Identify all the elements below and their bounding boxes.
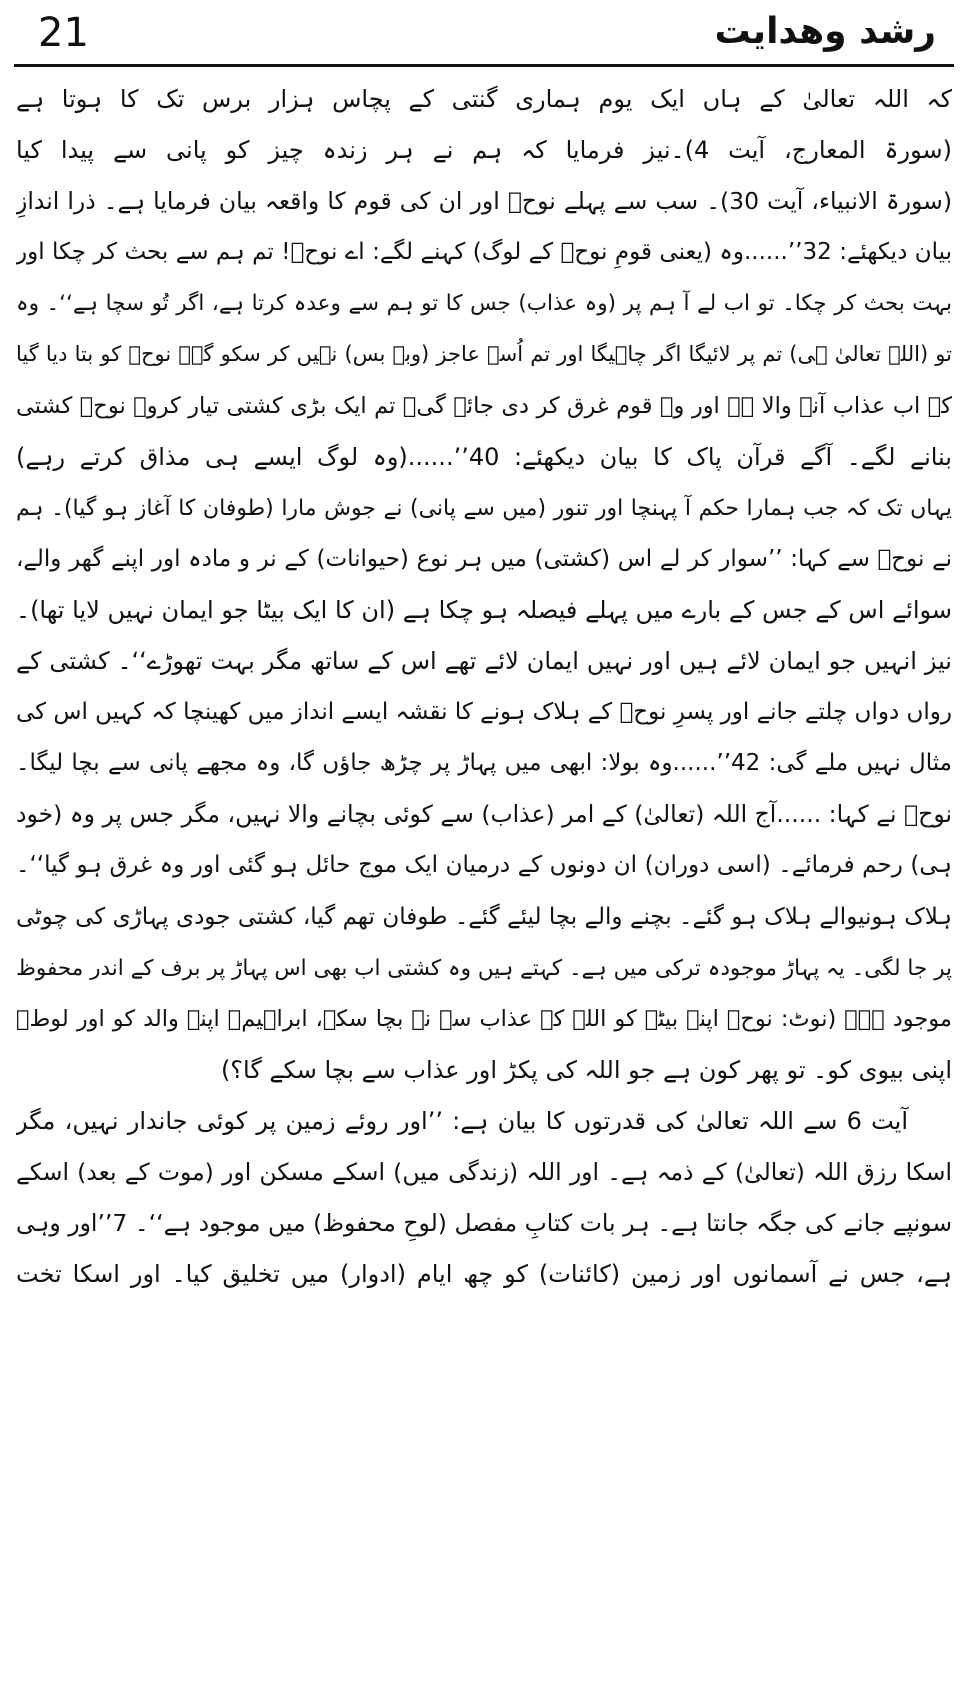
text-line: سونپے جانے کی جگہ جانتا ہے۔ ہر بات کتابِ مفصل (لوحِ محفوظ) میں موجود ہے‘‘۔ 7’’اور وہی: [16, 1209, 952, 1238]
text-line: (سورۃ المعارج، آیت 4)۔نیز فرمایا کہ ہم نے ہر زندہ چیز کو پانی سے پیدا کیا: [16, 136, 952, 165]
text-line: کہ اللہ تعالیٰ کے ہاں ایک یوم ہماری گنتی کے پچاس ہزار برس تک کا ہوتا ہے: [16, 85, 952, 113]
text-line: تو (اللہ تعالیٰ ہی) تم پر لائیگا اگر چاہیگا اور تم اُسے عاجز (وبے بس) نہیں کر سکو گے۔ نوحؑ کو بتا دیا گیا: [16, 342, 952, 367]
text-line: پر جا لگی۔ یہ پہاڑ موجودہ ترکی میں ہے۔ کہتے ہیں وہ کشتی اب بھی اس پہاڑ پر برف کے اندر محفوظ: [16, 955, 952, 981]
text-line: ہلاک ہونیوالے ہلاک ہو گئے۔ بچنے والے بچا لیئے گئے۔ طوفان تھم گیا، کشتی جودی پہاڑی کی چوٹی: [16, 903, 952, 930]
header-rule: [14, 64, 954, 67]
text-line: نوحؑ نے کہا: ......آج اللہ (تعالیٰ) کے امر (عذاب) سے کوئی بچانے والا نہیں، مگر جس پر وہ (خود: [16, 800, 952, 829]
text-line: رواں دواں چلتے جانے اور پسرِ نوحؑ کے ہلاک ہونے کا نقشہ ایسے انداز میں کھینچا کہ کہیں اس کی: [16, 699, 952, 726]
text-line: سوائے اس کے جس کے بارے میں پہلے فیصلہ ہو چکا ہے (ان کا ایک بیٹا جو ایمان نہیں لایا تھا)۔: [16, 595, 952, 624]
text-line: نیز انہیں جو ایمان لائے ہیں اور نہیں ایمان لائے تھے اس کے ساتھ مگر بہت تھوڑے‘‘۔ کشتی کے: [16, 647, 952, 676]
text-line: اپنی بیوی کو۔ تو پھر کون ہے جو اللہ کی پکڑ اور عذاب سے بچا سکے گا؟): [220, 1055, 952, 1084]
text-line: مثال نہیں ملے گی: 42’’......وہ بولا: ابھی میں پہاڑ پر چڑھ جاؤں گا، وہ مجھے پانی سے بچا لیگا۔: [16, 750, 952, 777]
text-line: کہ اب عذاب آنے والا ہے اور وہ قوم غرق کر دی جائے گی۔ تم ایک بڑی کشتی تیار کرو۔ نوحؑ کشتی: [16, 392, 952, 419]
text-line: ہی) رحم فرمائے۔ (اسی دوران) ان دونوں کے درمیان ایک موج حائل ہو گئی اور وہ غرق ہو گیا‘‘۔: [16, 852, 952, 879]
text-line: موجود ہے۔ (نوٹ: نوحؑ اپنے بیٹے کو اللہ کے عذاب سے نہ بچا سکے، ابراہیمؑ اپنے والد کو اور لوطؑ: [16, 1005, 952, 1032]
running-title: رشد وھدایت: [714, 11, 936, 52]
page-header: [14, 6, 954, 62]
text-line: یہاں تک کہ جب ہمارا حکم آ پہنچا اور تنور (میں سے پانی) نے جوش مارا (طوفان کا آغاز ہو گیا)۔ ہم: [16, 495, 952, 521]
text-line: اسکا رزق اللہ (تعالیٰ) کے ذمہ ہے۔ اور اللہ (زندگی میں) اسکے مسکن اور (موت کے بعد) اسکے: [16, 1157, 952, 1186]
page-number: 21: [38, 10, 89, 56]
text-line: آیت 6 سے اللہ تعالیٰ کی قدرتوں کا بیان ہے: ’’اور روئے زمین پر کوئی جاندار نہیں، مگر: [16, 1106, 908, 1135]
text-line: بنانے لگے۔ آگے قرآن پاک کا بیان دیکھئے: 40’’......(وہ لوگ ایسے ہی مذاق کرتے رہے): [16, 442, 952, 471]
text-line: بہت بحث کر چکا۔ تو اب لے آ ہم پر (وہ عذاب) جس کا تو ہم سے وعدہ کرتا ہے، اگر تُو سچا ہے‘‘۔ وہ: [16, 291, 952, 317]
text-line: نے نوحؑ سے کہا: ’’سوار کر لے اس (کشتی) میں ہر نوع (حیوانات) کے نر و مادہ اور اپنے گھر والے،: [16, 545, 952, 572]
text-line: بیان دیکھئے: 32’’......وہ (یعنی قومِ نوحؑ کے لوگ) کہنے لگے: اے نوحؑ! تم ہم سے بحث کر چکا اور: [16, 239, 952, 266]
text-line: ہے، جس نے آسمانوں اور زمین (کائنات) کو چھ ایام (ادوار) میں تخلیق کیا۔ اور اسکا تخت: [16, 1260, 952, 1289]
body-text: [16, 74, 952, 1300]
text-line: (سورۃ الانبیاء، آیت 30)۔ سب سے پہلے نوحؑ اور ان کی قوم کا واقعہ بیان فرمایا ہے۔ ذرا اندازِ: [16, 187, 952, 216]
